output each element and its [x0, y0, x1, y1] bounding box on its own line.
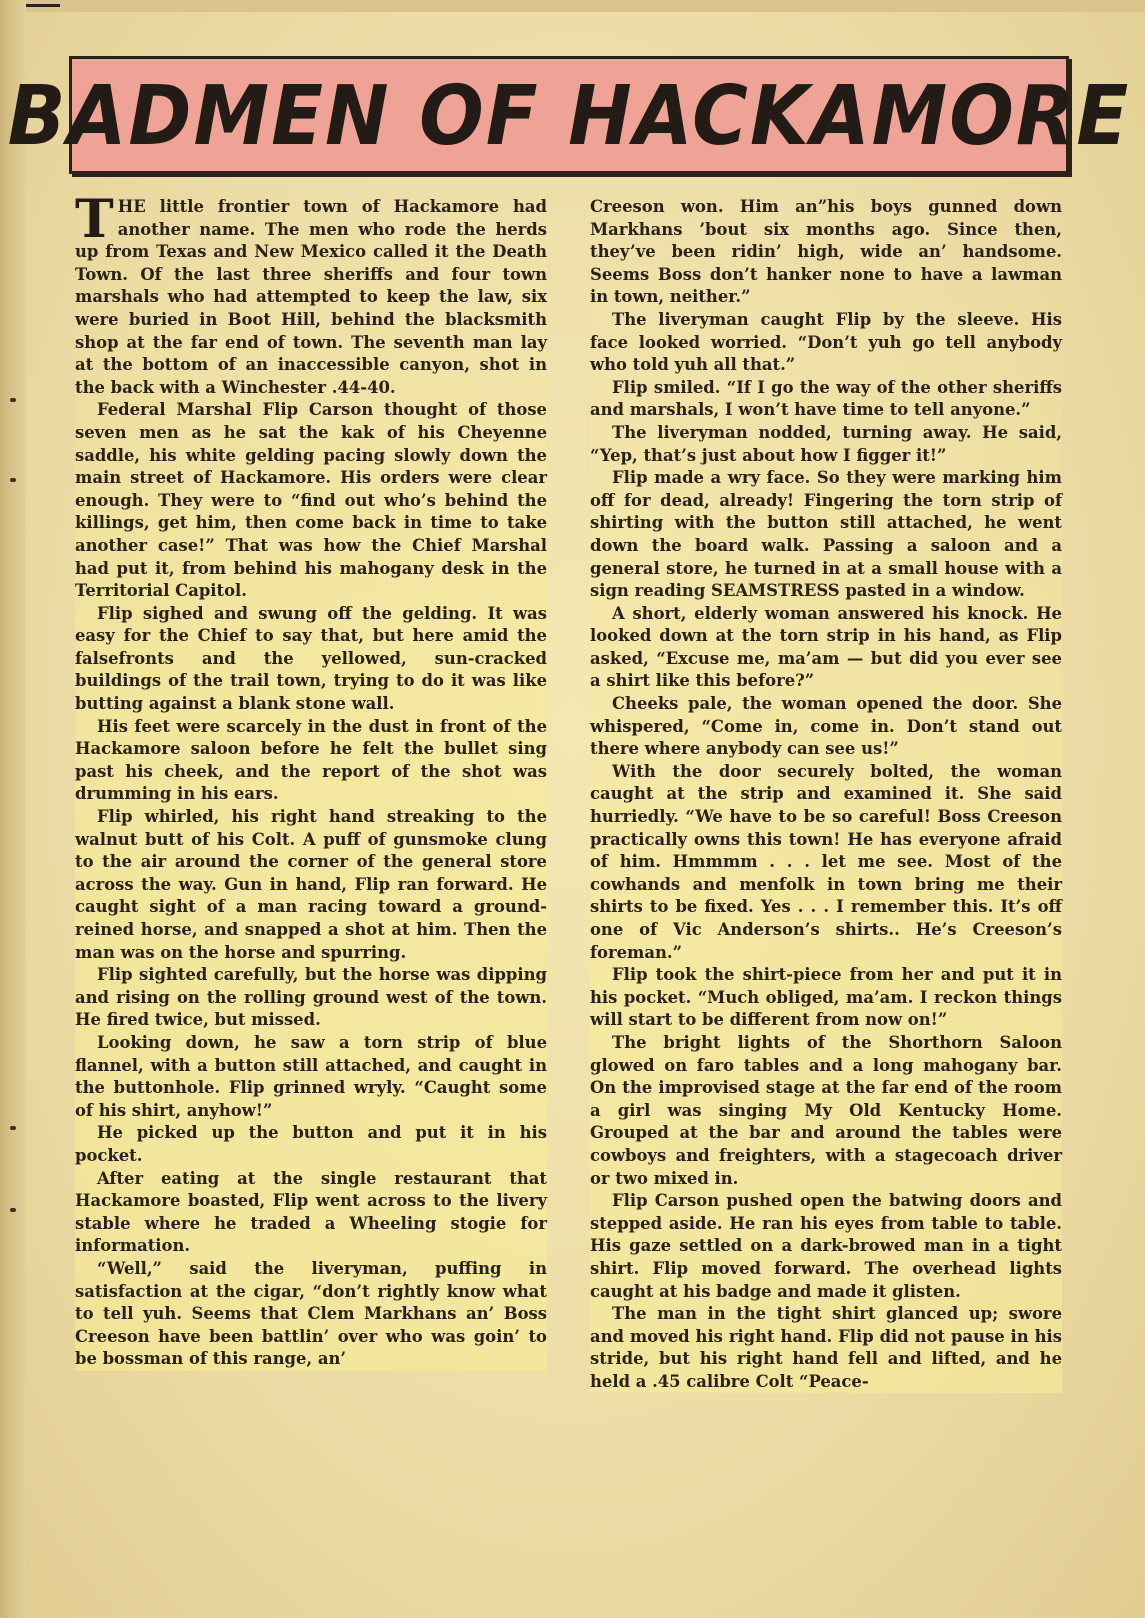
- page-top-edge: [0, 0, 1145, 12]
- left-column: [75, 189, 547, 1371]
- paragraph-text: HE little frontier town of Hackamore had another name. The men who rode the herds up from Texas and New Mexico called it the Death Town. Of the last three sheriffs and four town marshals who had attempted to keep the law, six were buried in Boot Hill, behind the blacksmith shop at the far end of town. The seventh man lay at the bottom of an inaccessible canyon, shot in the back with a Winchester .44-40.: [75, 197, 547, 397]
- paragraph: Flip sighted carefully, but the horse was dipping and rising on the rolling ground west of the town. He fired twice, but missed.: [75, 965, 547, 1030]
- paragraph: His feet were scarcely in the dust in front of the Hackamore saloon before he felt the bullet sing past his cheek, and the report of the shot was drumming in his ears.: [75, 716, 547, 804]
- paragraph: A short, elderly woman answered his knock. He looked down at the torn strip in his hand, as Flip asked, “Excuse me, ma’am — but did you ever see a shirt like this before?”: [590, 603, 1062, 691]
- right-column: [590, 196, 1062, 1393]
- margin-mark: [10, 398, 16, 402]
- paragraph: Creeson won. Him an”his boys gunned down Markhans ’bout six months ago. Since then, they’ve been ridin’ high, wide an’ handsome. Seems Boss don’t hanker none to have a lawman in town, neither.”: [590, 197, 1062, 307]
- paragraph: Flip smiled. “If I go the way of the other sheriffs and marshals, I won’t have time to tell anyone.”: [590, 377, 1062, 420]
- paragraph: Flip made a wry face. So they were marking him off for dead, already! Fingering the torn strip of shirting with the button still attached, he went down the board walk. Passing a saloon and a general store, he turned in at a small house with a sign reading SEAMSTRESS pasted in a window.: [590, 468, 1062, 601]
- paragraph: The liveryman nodded, turning away. He said, “Yep, that’s just about how I figger it!”: [590, 422, 1062, 465]
- paragraph: After eating at the single restaurant that Hackamore boasted, Flip went across to the livery stable where he traded a Wheeling stogie for information.: [75, 1168, 547, 1256]
- paragraph: Looking down, he saw a torn strip of blue flannel, with a button still attached, and caught in the buttonhole. Flip grinned wryly. “Caught some of his shirt, anyhow!”: [75, 1032, 547, 1120]
- paragraph: Cheeks pale, the woman opened the door. She whispered, “Come in, come in. Don’t stand out there where anybody can see us!”: [590, 694, 1062, 759]
- title-banner: [7, 56, 1131, 174]
- paragraph: The bright lights of the Shorthorn Saloon glowed on faro tables and a long mahogany bar. On the improvised stage at the far end of the room a girl was singing My Old Kentucky Home. Grouped at the bar and around the tables were cowboys and freighters, with a stagecoach driver or two mixed in.: [590, 1032, 1062, 1188]
- paragraph: Flip Carson pushed open the batwing doors and stepped aside. He ran his eyes from table to table. His gaze settled on a dark-browed man in a tight shirt. Flip moved forward. The overhead lights caught at his badge and made it glisten.: [590, 1191, 1062, 1301]
- story-title: BADMEN OF HACKAMORE: [7, 66, 1131, 164]
- paragraph: Flip sighed and swung off the gelding. It was easy for the Chief to say that, but here amid the falsefronts and the yellowed, sun-cracked buildings of the trail town, trying to do it was like butting against a blank stone wall.: [75, 603, 547, 714]
- margin-mark: [10, 1208, 16, 1212]
- paragraph: “Well,” said the liveryman, puffing in satisfaction at the cigar, “don’t rightly know what to tell yuh. Seems that Clem Markhans an’ Boss Creeson have been battlin’ over who was goin’ to be bossman of this range, an’: [75, 1258, 547, 1369]
- paragraph: Flip took the shirt-piece from her and put it in his pocket. “Much obliged, ma’am. I reckon things will start to be different from now on!”: [590, 965, 1062, 1030]
- paragraph: Flip whirled, his right hand streaking to the walnut butt of his Colt. A puff of gunsmoke clung to the air around the corner of the general store across the way. Gun in hand, Flip ran forward. He caught sight of a man racing toward a ground-reined horse, and snapped a shot at him. Then the man was on the horse and spurring.: [75, 807, 547, 962]
- margin-mark: [10, 1126, 16, 1130]
- margin-mark: [10, 478, 16, 482]
- paragraph: [75, 189, 547, 399]
- paragraph: The liveryman caught Flip by the sleeve. His face looked worried. “Don’t yuh go tell anybody who told yuh all that.”: [590, 309, 1062, 375]
- paragraph: Federal Marshal Flip Carson thought of those seven men as he sat the kak of his Cheyenne saddle, his white gelding pacing slowly down the main street of Hackamore. His orders were clear enough. They were to “find out who’s behind the killings, get him, then come back in time to take another case!” That was how the Chief Marshal had put it, from behind his mahogany desk in the Territorial Capitol.: [75, 400, 547, 601]
- drop-cap: T: [75, 189, 114, 250]
- paragraph: He picked up the button and put it in his pocket.: [75, 1123, 547, 1165]
- paragraph: With the door securely bolted, the woman caught at the strip and examined it. She said hurriedly. “We have to be so careful! Boss Creeson practically owns this town! He has everyone afraid of him. Hmmmm . . . let me see. Most of the cowhands and menfolk in town bring me their shirts to be fixed. Yes . . . I remember this. It’s off one of Vic Anderson’s shirts.. He’s Creeson’s foreman.”: [590, 761, 1062, 962]
- paragraph: The man in the tight shirt glanced up; swore and moved his right hand. Flip did not pause in his stride, but his right hand fell and lifted, and he held a .45 calibre Colt “Peace-: [590, 1304, 1062, 1391]
- page-left-edge: [0, 0, 26, 1618]
